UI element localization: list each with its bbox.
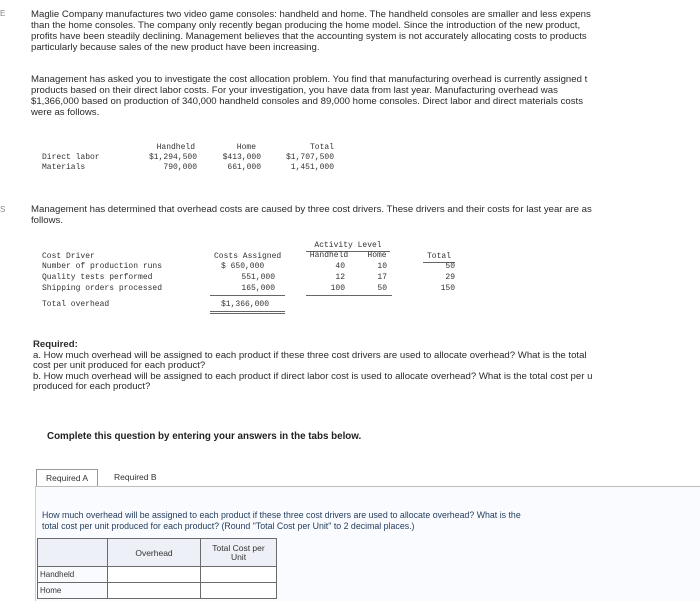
cost-row-value: $413,000 [222, 153, 261, 162]
answer-table [37, 538, 277, 599]
required-a-line: cost per unit produced for each product? [33, 360, 206, 371]
total-overhead-label: Total overhead [42, 300, 110, 309]
home-header: Home [367, 251, 387, 260]
cost-row-value: 661,000 [227, 163, 261, 172]
cost-table-header-home: Home [236, 143, 256, 152]
cost-table-header-total: Total [309, 143, 334, 152]
total-header: Total [423, 252, 455, 263]
activity-underline [306, 295, 392, 296]
driver-row-total: 150 [440, 284, 455, 293]
answer-corner-cell [38, 539, 108, 567]
drivers-intro-line: follows. [31, 215, 63, 226]
driver-row-handheld: 100 [330, 284, 345, 293]
cost-table-header-handheld: Handheld [156, 143, 195, 152]
required-b-line: produced for each product? [33, 381, 151, 392]
required-section [33, 340, 592, 393]
intro-line: than the home consoles. The company only recently began producing the home model. Since the introduction of the new product, [31, 20, 581, 31]
total-cost-header-line: Total Cost per [212, 542, 265, 553]
driver-row-total: 50 [445, 262, 455, 271]
overhead-column-header: Overhead [108, 539, 201, 567]
answer-row-label-handheld: Handheld [38, 567, 108, 583]
driver-row-cost: 165,000 [241, 284, 275, 293]
cost-underline [210, 295, 285, 296]
answer-row-label-home: Home [38, 583, 108, 599]
intro-line: particularly because sales of the new product have been increasing. [31, 42, 320, 53]
driver-row-handheld: 40 [335, 262, 345, 271]
required-heading: Required: [33, 339, 78, 350]
driver-row-handheld: 12 [335, 273, 345, 282]
investigation-paragraph [31, 74, 587, 118]
home-overhead-input[interactable] [108, 583, 201, 599]
instruction-text: Complete this question by entering your answers in the tabs below. [47, 431, 362, 442]
cost-row-value: 790,000 [163, 163, 197, 172]
driver-row-cost: $ 650,000 [221, 262, 265, 271]
activity-level-heading: Activity Level [306, 241, 390, 252]
drivers-intro-line: Management has determined that overhead costs are caused by three cost drivers. These drivers and their costs for last year are as [31, 204, 592, 215]
drivers-intro [31, 204, 592, 226]
handheld-total-cost-input[interactable] [201, 567, 277, 583]
driver-row-label: Shipping orders processed [42, 284, 163, 293]
required-b-line: b. How much overhead will be assigned to each product if direct labor cost is used to allocate overhead? What is the total cost per u [33, 370, 593, 382]
driver-row-home: 50 [377, 284, 387, 293]
costs-assigned-header: Costs Assigned [214, 252, 282, 261]
cost-row-value: $1,707,500 [285, 153, 334, 162]
driver-row-label: Quality tests performed [42, 273, 153, 282]
driver-row-home: 10 [377, 262, 387, 271]
total-double-underline [210, 311, 285, 314]
edge-glyph-top: E [0, 9, 6, 18]
total-cost-column-header [201, 539, 277, 567]
driver-row-total: 29 [445, 273, 455, 282]
cost-row-label: Materials [42, 163, 86, 172]
intro-paragraph [31, 9, 591, 53]
tab-required-b[interactable]: Required B [114, 472, 157, 482]
intro-line: profits have been steadily declining. Management believes that the accounting system is not accurately allocating costs to products [31, 31, 587, 42]
total-cost-header-line: Unit [230, 551, 247, 562]
handheld-overhead-input[interactable] [108, 567, 201, 583]
handheld-header: Handheld [309, 251, 349, 260]
question-line: How much overhead will be assigned to each product if these three cost drivers are used to allocate overhead? What is the [42, 510, 521, 520]
driver-row-home: 17 [377, 273, 387, 282]
edge-glyph-mid: S [0, 205, 6, 214]
driver-row-label: Number of production runs [42, 262, 163, 271]
cost-row-value: 1,451,000 [290, 163, 334, 172]
investigation-line: Management has asked you to investigate the cost allocation problem. You find that manufacturing overhead is currently assigned t [31, 74, 588, 85]
total-overhead-value: $1,366,000 [221, 300, 270, 309]
question-line: total cost per unit produced for each product? (Round "Total Cost per Unit" to 2 decimal places.) [42, 520, 415, 531]
investigation-line: $1,366,000 based on production of 340,000 handheld consoles and 89,000 home consoles. Direct labor and direct materials costs [31, 96, 584, 107]
investigation-line: were as follows. [31, 107, 100, 118]
driver-header: Cost Driver [42, 252, 95, 261]
cost-row-value: $1,294,500 [148, 153, 197, 162]
driver-row-cost: 551,000 [241, 273, 275, 282]
question-text [42, 510, 521, 531]
intro-line: Maglie Company manufactures two video game consoles: handheld and home. The handheld consoles are smaller and less expens [31, 9, 591, 20]
required-a-line: a. How much overhead will be assigned to each product if these three cost drivers are used to allocate overhead? What is the total [33, 349, 587, 361]
cost-row-label: Direct labor [42, 153, 100, 162]
investigation-line: products based on their direct labor costs. For your investigation, you have data from last year. Manufacturing overhead was [31, 85, 558, 96]
home-total-cost-input[interactable] [201, 583, 277, 599]
tab-required-a[interactable]: Required A [36, 469, 98, 486]
